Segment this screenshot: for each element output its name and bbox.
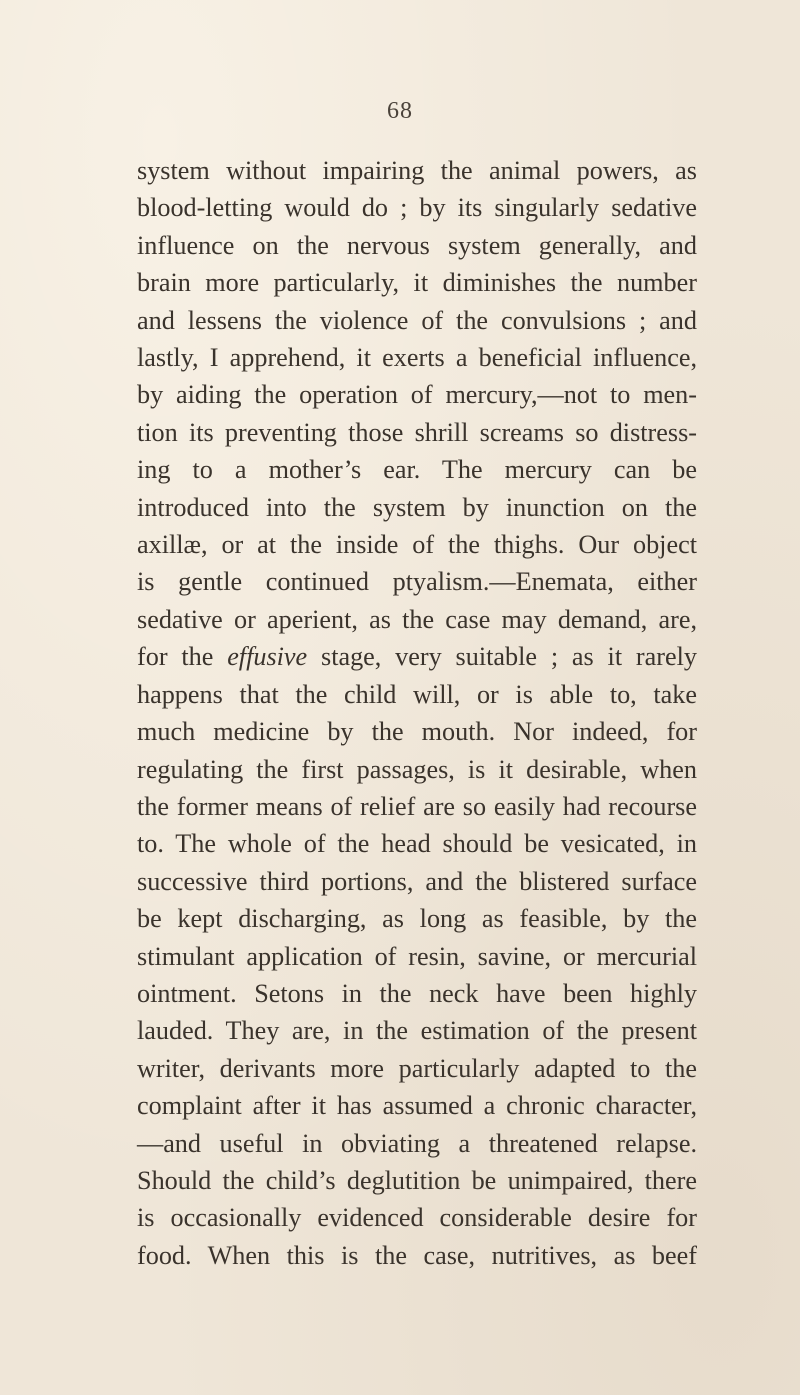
text-line: writer, derivants more particularly adapted to the (137, 1053, 697, 1083)
text-line: stimulant application of resin, savine, or mercurial (137, 941, 697, 971)
text-line: brain more particularly, it diminishes the number (137, 268, 697, 298)
text-line: blood-letting would do ; by its singularly sedative (137, 193, 697, 223)
text-line: system without impairing the animal powers, as (137, 156, 697, 185)
text-line: introduced into the system by inunction on the (137, 492, 697, 522)
text-line: sedative or aperient, as the case may demand, are, (137, 604, 697, 634)
text-line: lauded. They are, in the estimation of the present (137, 1016, 697, 1046)
text-line: influence on the nervous system generally, and (137, 230, 697, 260)
page-number: 68 (387, 98, 413, 124)
text-line: and lessens the violence of the convulsions ; and (137, 305, 697, 335)
text-line: lastly, I apprehend, it exerts a beneficial influence, (137, 343, 697, 373)
line-text-before: for the (137, 642, 228, 672)
text-line: much medicine by the mouth. Nor indeed, for (137, 717, 697, 747)
body-text (137, 152, 697, 1274)
text-line: by aiding the operation of mercury,—not to men- (137, 380, 697, 410)
text-line: successive third portions, and the blistered surface (137, 866, 697, 896)
text-line: is gentle continued ptyalism.—Enemata, either (137, 567, 697, 597)
text-line: complaint after it has assumed a chronic character, (137, 1091, 697, 1121)
text-line: axillæ, or at the inside of the thighs. Our object (137, 530, 697, 560)
emphasized-word: effusive (227, 642, 308, 672)
text-line: Should the child’s deglutition be unimpaired, there (137, 1165, 697, 1195)
text-line: tion its preventing those shrill screams so distress- (137, 417, 697, 447)
text-line: regulating the first passages, is it desirable, when (137, 754, 697, 784)
text-line: ing to a mother’s ear. The mercury can be (137, 455, 697, 485)
text-line: be kept discharging, as long as feasible, by the (137, 904, 697, 934)
text-line-with-emphasis (137, 638, 697, 675)
line-text-after: stage, very suitable ; as it rarely (307, 642, 697, 672)
text-line: ointment. Setons in the neck have been highly (137, 978, 697, 1008)
text-line: is occasionally evidenced considerable desire for (137, 1203, 697, 1233)
text-line: —and useful in obviating a threatened relapse. (137, 1128, 697, 1158)
text-line: food. When this is the case, nutritives, as beef (137, 1240, 697, 1270)
text-line: happens that the child will, or is able to, take (137, 679, 697, 709)
text-line: to. The whole of the head should be vesicated, in (137, 829, 697, 859)
text-line: the former means of relief are so easily had recourse (137, 791, 697, 821)
